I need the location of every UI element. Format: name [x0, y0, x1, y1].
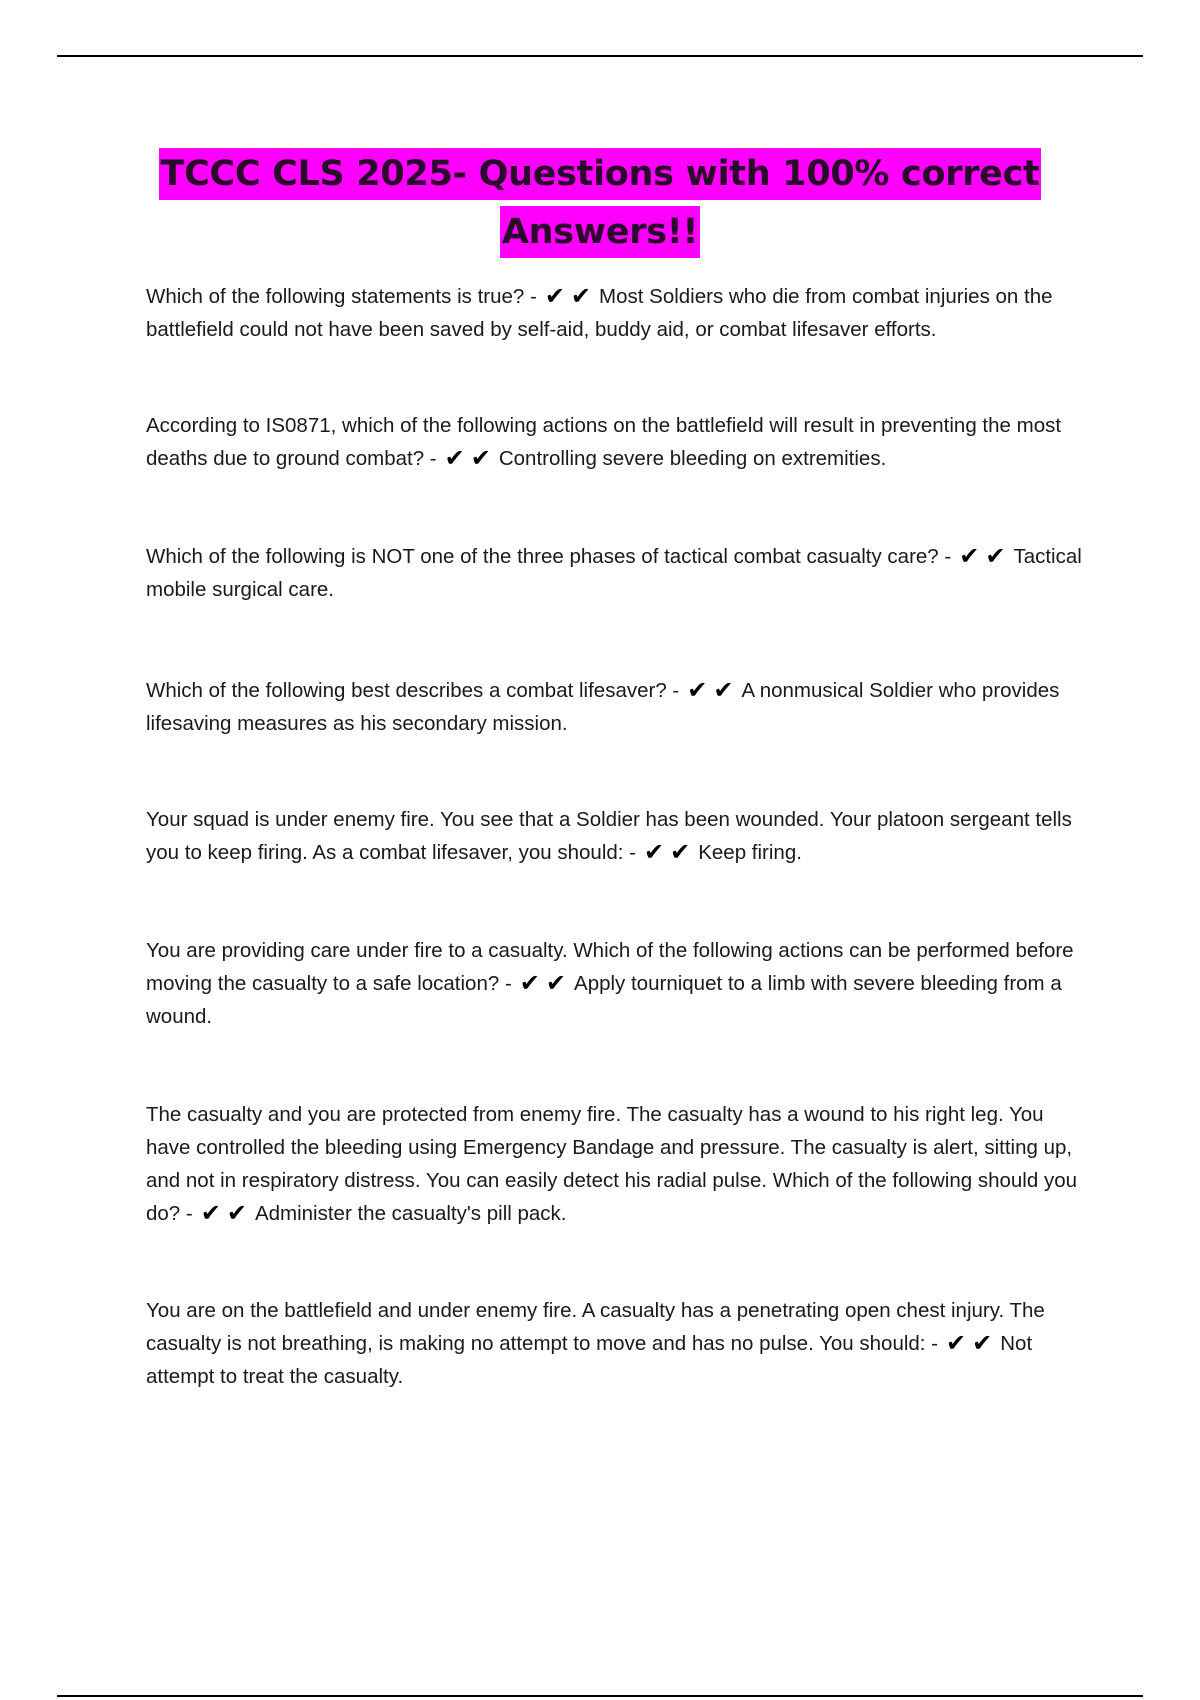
answer-text: Most Soldiers who die from combat injuries on the battlefield could not have been saved by self-aid, buddy aid, or combat lifesaver efforts. [146, 285, 1053, 341]
check-mark-icon: ✔ [959, 542, 980, 570]
check-mark-icon: ✔ [200, 1199, 221, 1227]
qa-item [146, 1294, 1091, 1393]
answer-text: Not attempt to treat the casualty. [146, 1332, 1033, 1388]
qa-item [146, 674, 1091, 740]
check-mark-icon: ✔ [713, 676, 734, 704]
question-text: According to IS0871, which of the following actions on the battlefield will result in preventing the most deaths due to ground combat? - [146, 414, 1062, 470]
check-mark-icon: ✔ [687, 676, 708, 704]
question-text: Which of the following best describes a combat lifesaver? - [146, 679, 680, 702]
answer-marker [957, 540, 1009, 573]
qa-item [146, 934, 1091, 1033]
check-mark-icon: ✔ [226, 1199, 247, 1227]
answer-marker [685, 674, 737, 707]
qa-item [146, 409, 1091, 475]
document-title [100, 145, 1100, 261]
bottom-divider [57, 1695, 1143, 1697]
answer-marker [944, 1327, 996, 1360]
question-text: Which of the following is NOT one of the three phases of tactical combat casualty care? - [146, 545, 952, 568]
check-mark-icon: ✔ [985, 542, 1006, 570]
qa-item [146, 803, 1091, 869]
answer-marker [199, 1197, 251, 1230]
answer-text: Administer the casualty's pill pack. [254, 1202, 567, 1225]
check-mark-icon: ✔ [570, 282, 592, 310]
check-mark-icon: ✔ [644, 838, 665, 866]
answer-text: Keep firing. [698, 841, 802, 864]
check-mark-icon: ✔ [545, 969, 567, 997]
qa-item [146, 280, 1091, 346]
answer-marker [518, 967, 570, 1000]
check-mark-icon: ✔ [972, 1329, 993, 1357]
title-line-1: TCCC CLS 2025- Questions with 100% correct [159, 148, 1042, 200]
answer-text: A nonmusical Soldier who provides lifesaving measures as his secondary mission. [146, 679, 1060, 735]
answer-text: Tactical mobile surgical care. [146, 545, 1082, 601]
answer-marker [543, 280, 595, 313]
check-mark-icon: ✔ [519, 969, 540, 997]
question-text: The casualty and you are protected from enemy fire. The casualty has a wound to his right leg. You have controlled the bleeding using Emergency Bandage and pressure. The casualty is alert, sitting up, and not in respiratory distress. You can easily detect his radial pulse. Which of the following should you do? - [146, 1103, 1077, 1225]
check-mark-icon: ✔ [470, 444, 491, 472]
check-mark-icon: ✔ [946, 1329, 967, 1357]
check-mark-icon: ✔ [444, 444, 465, 472]
title-line-2: Answers!! [500, 206, 700, 258]
question-text: Your squad is under enemy fire. You see that a Soldier has been wounded. Your platoon sergeant tells you to keep firing. As a combat lifesaver, you should: - [146, 808, 1072, 864]
question-text: You are on the battlefield and under enemy fire. A casualty has a penetrating open chest injury. The casualty is not breathing, is making no attempt to move and has no pulse. You should: - [146, 1299, 1045, 1355]
check-mark-icon: ✔ [544, 282, 565, 310]
answer-marker [642, 836, 694, 869]
answer-text: Apply tourniquet to a limb with severe bleeding from a wound. [146, 972, 1062, 1028]
qa-item [146, 540, 1091, 606]
answer-marker [443, 442, 495, 475]
question-text: You are providing care under fire to a casualty. Which of the following actions can be performed before moving the casualty to a safe location? - [146, 939, 1074, 995]
check-mark-icon: ✔ [670, 838, 691, 866]
top-divider [57, 55, 1143, 57]
qa-item [146, 1098, 1091, 1230]
answer-text: Controlling severe bleeding on extremities. [498, 447, 887, 470]
question-text: Which of the following statements is true? - [146, 285, 537, 308]
